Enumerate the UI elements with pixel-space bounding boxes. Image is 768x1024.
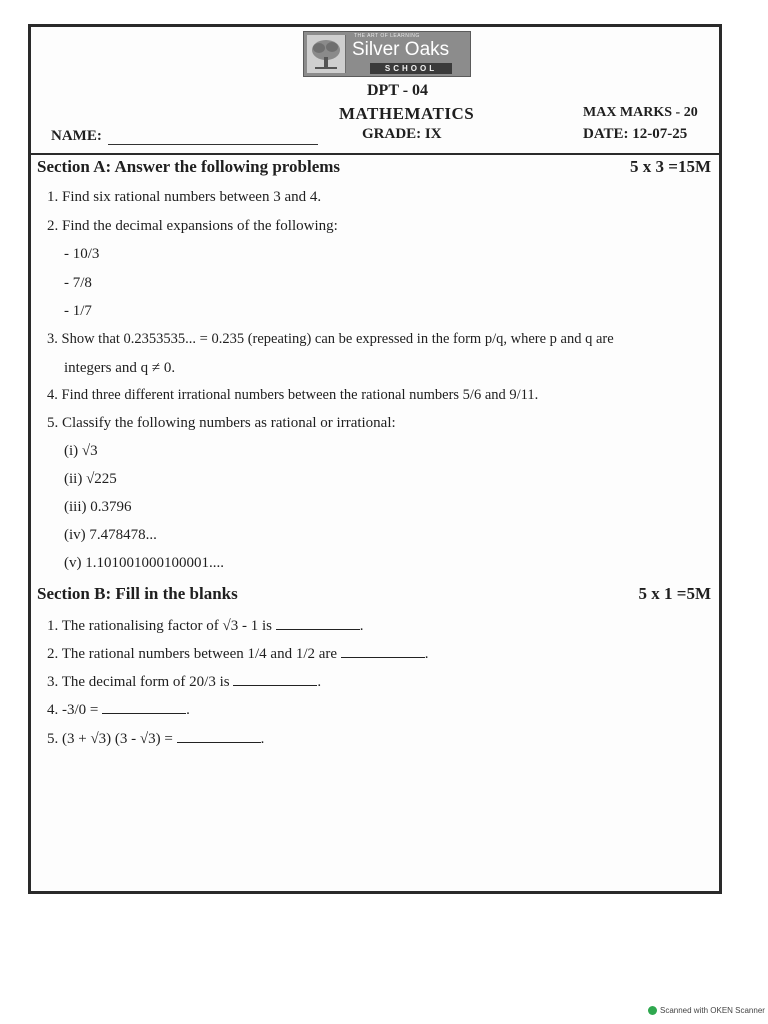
date: DATE: 12-07-25: [583, 126, 688, 142]
section-b-q4: [47, 701, 190, 719]
section-a-marks: 5 x 3 =15M: [630, 157, 711, 176]
section-b-q2: [47, 645, 429, 663]
name-blank-line: [108, 130, 318, 145]
section-b-q5-text: 5. (3 + √3) (3 - √3) =: [47, 731, 173, 747]
scanner-watermark: [648, 1006, 765, 1015]
section-a-q5-ii: (ii) √225: [64, 471, 117, 487]
section-a-q3-line1: 3. Show that 0.2353535... = 0.235 (repeating) can be expressed in the form p/q, where p and q are: [47, 331, 614, 347]
section-a-q3-line2: integers and q ≠ 0.: [64, 360, 176, 376]
section-b-q1-text: 1. The rationalising factor of √3 - 1 is: [47, 618, 272, 634]
answer-blank-3[interactable]: [233, 673, 317, 686]
section-a-q5: 5. Classify the following numbers as rational or irrational:: [47, 415, 396, 431]
name-label: NAME:: [51, 128, 102, 144]
tree-icon: [307, 35, 346, 73]
section-a-q2-a: - 10/3: [64, 246, 100, 262]
section-a-title: Section A: Answer the following problems: [37, 157, 341, 176]
dpt-number: DPT - 04: [367, 82, 429, 99]
scanner-text: Scanned with OKEN Scanner: [660, 1006, 765, 1015]
section-b-q5-period: .: [260, 731, 265, 747]
section-b-q3-period: .: [317, 674, 322, 690]
exam-paper: [28, 24, 722, 894]
answer-blank-4[interactable]: [102, 701, 186, 714]
header-divider: [31, 153, 719, 155]
scanner-logo-icon: [648, 1006, 657, 1015]
answer-blank-2[interactable]: [341, 645, 425, 658]
answer-blank-1[interactable]: [276, 617, 360, 630]
section-b-q3: [47, 673, 321, 691]
section-b-q1: [47, 617, 364, 635]
logo-brand: Silver Oaks: [352, 39, 450, 60]
section-b-q1-period: .: [359, 618, 364, 634]
subject-title: MATHEMATICS: [339, 104, 475, 123]
paper-header: [31, 27, 719, 155]
section-b-q5: [47, 730, 264, 748]
section-b-title: Section B: Fill in the blanks: [37, 584, 238, 603]
grade: GRADE: IX: [362, 126, 442, 142]
logo-school: SCHOOL: [370, 63, 452, 74]
section-a-q4: 4. Find three different irrational numbers between the rational numbers 5/6 and 9/11.: [47, 387, 539, 403]
logo-tagline: THE ART OF LEARNING: [354, 33, 420, 39]
section-a-q2-b: - 7/8: [64, 275, 92, 291]
section-a-q1: 1. Find six rational numbers between 3 and 4.: [47, 189, 322, 205]
section-a-q5-iv: (iv) 7.478478...: [64, 527, 157, 543]
school-logo: [303, 31, 471, 77]
section-b-q2-period: .: [424, 646, 429, 662]
name-field: [51, 128, 318, 145]
section-a-q5-v: (v) 1.101001000100001....: [64, 555, 224, 571]
answer-blank-5[interactable]: [177, 730, 261, 743]
section-b-q3-text: 3. The decimal form of 20/3 is: [47, 674, 230, 690]
section-a-q2: 2. Find the decimal expansions of the following:: [47, 218, 338, 234]
section-b-q2-text: 2. The rational numbers between 1/4 and 1/2 are: [47, 646, 338, 662]
section-b-q4-text: 4. -3/0 =: [47, 702, 99, 718]
section-a-q5-iii: (iii) 0.3796: [64, 499, 132, 515]
max-marks: MAX MARKS - 20: [583, 105, 698, 120]
section-b-marks: 5 x 1 =5M: [638, 584, 711, 603]
section-a-q2-c: - 1/7: [64, 303, 92, 319]
section-a-q5-i: (i) √3: [64, 443, 98, 459]
section-b-q4-period: .: [186, 702, 190, 718]
